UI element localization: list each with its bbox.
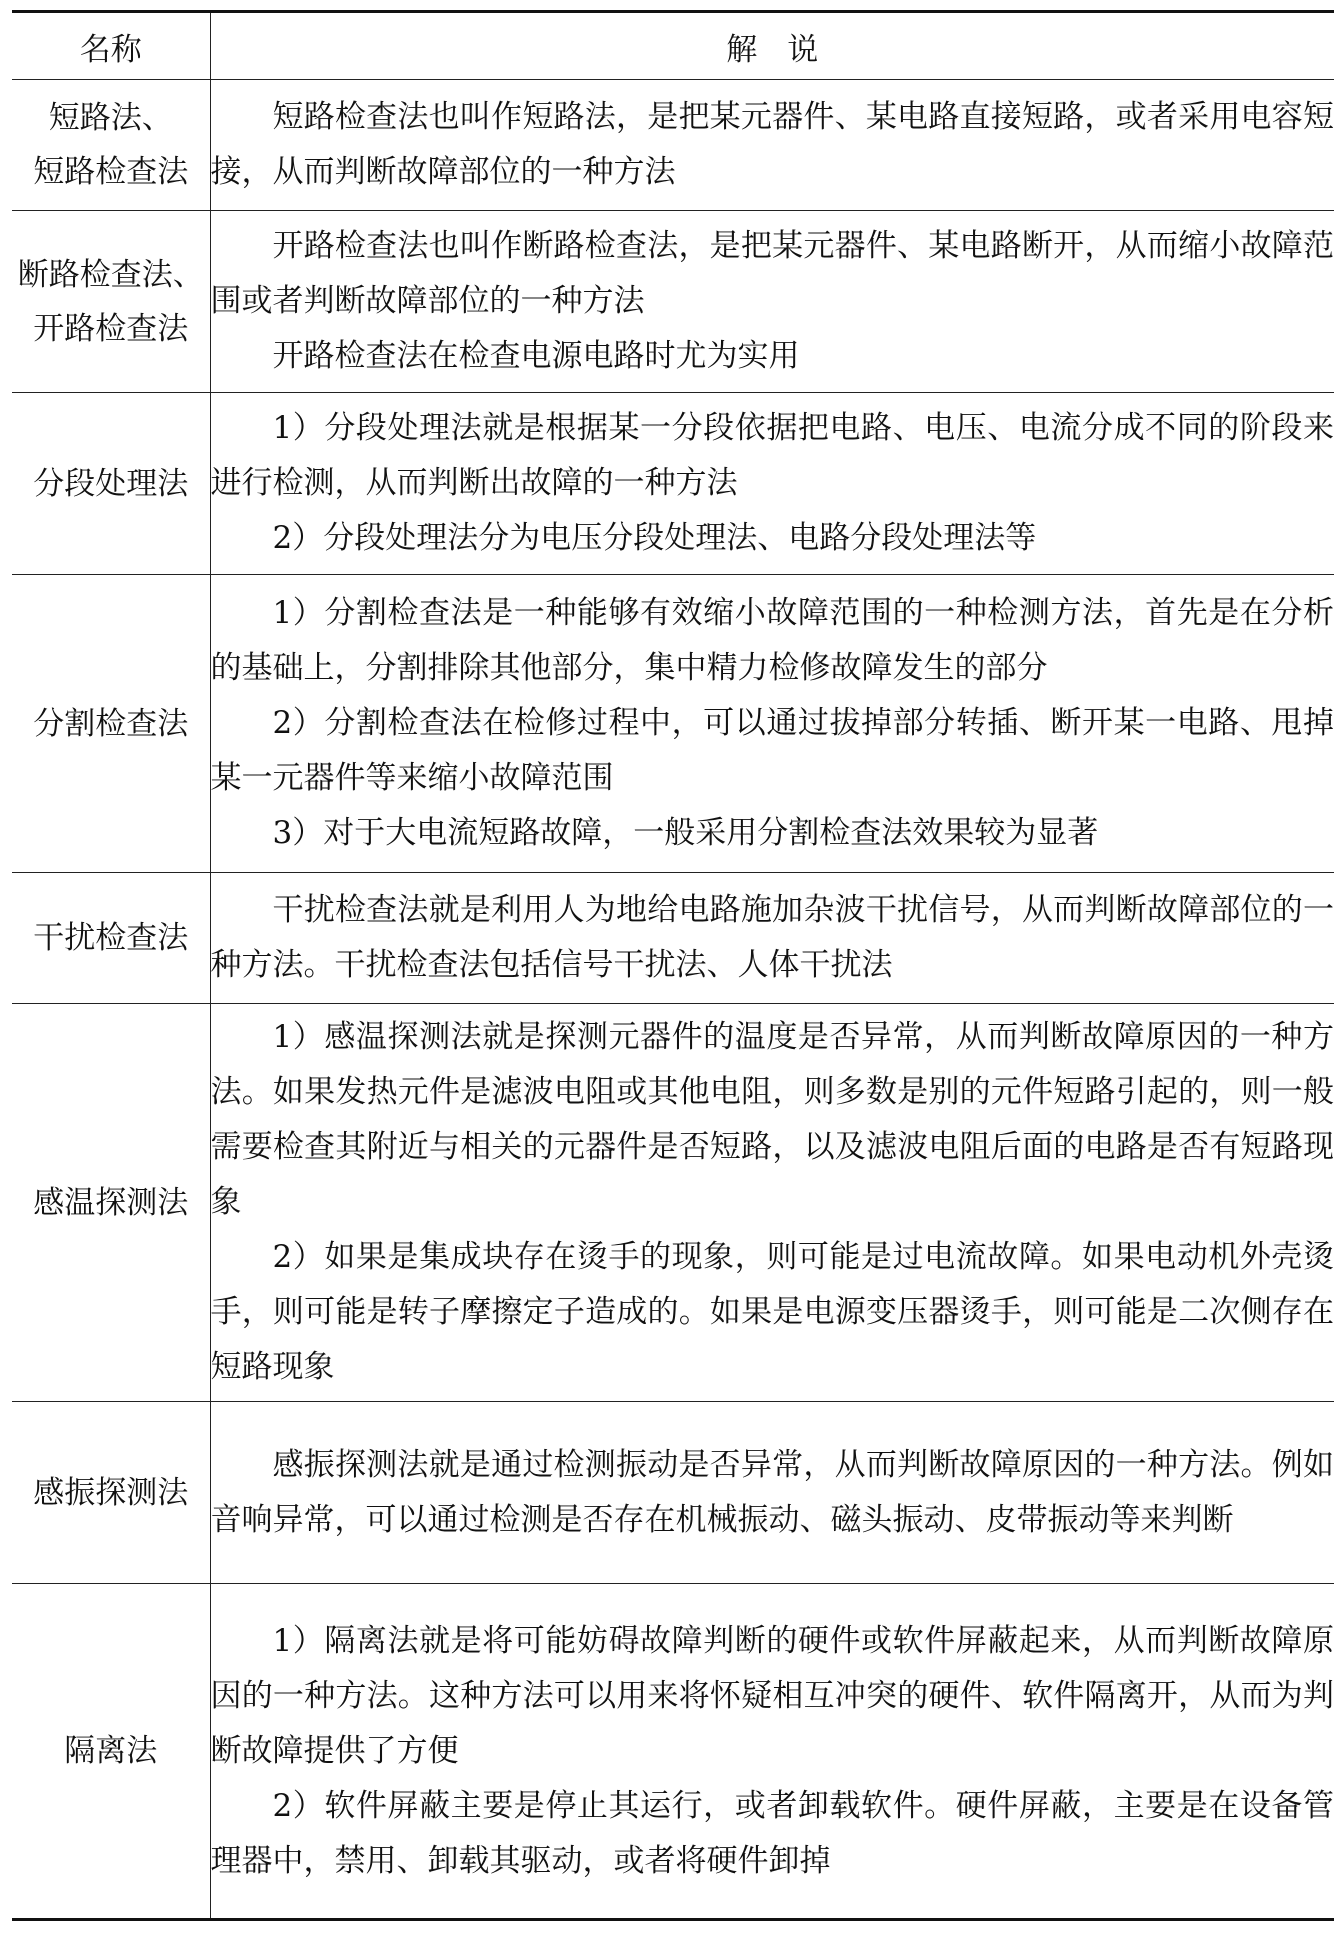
explanation-paragraph: 开路检查法在检查电源电路时尤为实用 — [272, 338, 800, 374]
method-name-cell — [12, 1004, 210, 1402]
table-row — [12, 80, 1334, 211]
explanation-paragraph: 2）软件屏蔽主要是停止其运行，或者卸载软件。硬件屏蔽，主要是在设备管理器中，禁用、卸载其驱动，或者将硬件卸掉 — [210, 1787, 1334, 1879]
explanation-paragraph: 3）对于大电流短路故障，一般采用分割检查法效果较为显著 — [272, 815, 1099, 851]
explanation-paragraph: 1）隔离法就是将可能妨碍故障判断的硬件或软件屏蔽起来，从而判断故障原因的一种方法。这种方法可以用来将怀疑相互冲突的硬件、软件隔离开，从而为判断故障提供了方便 — [210, 1622, 1334, 1769]
method-name: 感振探测法 — [33, 1474, 189, 1511]
explanation-paragraph: 开路检查法也叫作断路检查法，是把某元器件、某电路断开，从而缩小故障范围或者判断故障部位的一种方法 — [210, 228, 1334, 319]
method-name-cell — [12, 211, 210, 393]
method-name-cell — [12, 575, 210, 873]
method-explanation-cell — [210, 873, 1334, 1004]
method-name-cell — [12, 80, 210, 211]
header-row — [12, 12, 1334, 80]
method-name-cell — [12, 1584, 210, 1920]
explanation-paragraph: 2）分割检查法在检修过程中，可以通过拔掉部分转插、断开某一电路、甩掉某一元器件等来缩小故障范围 — [210, 705, 1334, 796]
table-row — [12, 1584, 1334, 1920]
method-explanation-cell — [210, 1004, 1334, 1402]
explanation-paragraph: 感振探测法就是通过检测振动是否异常，从而判断故障原因的一种方法。例如音响异常，可以通过检测是否存在机械振动、磁头振动、皮带振动等来判断 — [210, 1446, 1334, 1538]
method-name: 短路检查法 — [33, 154, 189, 190]
method-name: 感温探测法 — [33, 1184, 189, 1221]
method-name: 隔离法 — [64, 1733, 158, 1769]
explanation-paragraph: 短路检查法也叫作短路法，是把某元器件、某电路直接短路，或者采用电容短接，从而判断故障部位的一种方法 — [210, 99, 1334, 190]
table-row — [12, 873, 1334, 1004]
method-explanation-cell — [210, 575, 1334, 873]
header-explain: 解说 — [210, 12, 1334, 80]
table-row — [12, 575, 1334, 873]
method-explanation-cell — [210, 393, 1334, 575]
method-name: 断路检查法、 — [17, 256, 204, 293]
method-name-cell — [12, 873, 210, 1004]
table-row — [12, 393, 1334, 575]
table-row — [12, 1004, 1334, 1402]
explanation-paragraph: 1）分割检查法是一种能够有效缩小故障范围的一种检测方法，首先是在分析的基础上，分割排除其他部分，集中精力检修故障发生的部分 — [210, 595, 1334, 686]
explanation-paragraph: 2）如果是集成块存在烫手的现象，则可能是过电流故障。如果电动机外壳烫手，则可能是转子摩擦定子造成的。如果是电源变压器烫手，则可能是二次侧存在短路现象 — [210, 1239, 1334, 1385]
explanation-paragraph: 1）感温探测法就是探测元器件的温度是否异常，从而判断故障原因的一种方法。如果发热元件是滤波电阻或其他电阻，则多数是别的元件短路引起的，则一般需要检查其附近与相关的元器件是否短路，以及滤波电阻后面的电路是否有短路现象 — [210, 1019, 1334, 1220]
method-explanation-cell — [210, 1402, 1334, 1584]
method-name-cell — [12, 1402, 210, 1584]
method-name: 分段处理法 — [33, 465, 189, 502]
method-explanation-cell — [210, 80, 1334, 211]
methods-table — [12, 10, 1334, 1921]
method-name: 短路法、 — [48, 100, 173, 136]
method-name: 开路检查法 — [33, 310, 189, 347]
explanation-paragraph: 2）分段处理法分为电压分段处理法、电路分段处理法等 — [272, 520, 1037, 556]
method-explanation-cell — [210, 211, 1334, 393]
method-name: 分割检查法 — [33, 705, 189, 742]
explanation-paragraph: 干扰检查法就是利用人为地给电路施加杂波干扰信号，从而判断故障部位的一种方法。干扰检查法包括信号干扰法、人体干扰法 — [210, 892, 1334, 983]
method-name: 干扰检查法 — [33, 920, 189, 956]
explanation-paragraph: 1）分段处理法就是根据某一分段依据把电路、电压、电流分成不同的阶段来进行检测，从而判断出故障的一种方法 — [210, 410, 1334, 501]
table-row — [12, 211, 1334, 393]
method-explanation-cell — [210, 1584, 1334, 1920]
header-name: 名称 — [12, 12, 210, 80]
table-row — [12, 1402, 1334, 1584]
method-name-cell — [12, 393, 210, 575]
